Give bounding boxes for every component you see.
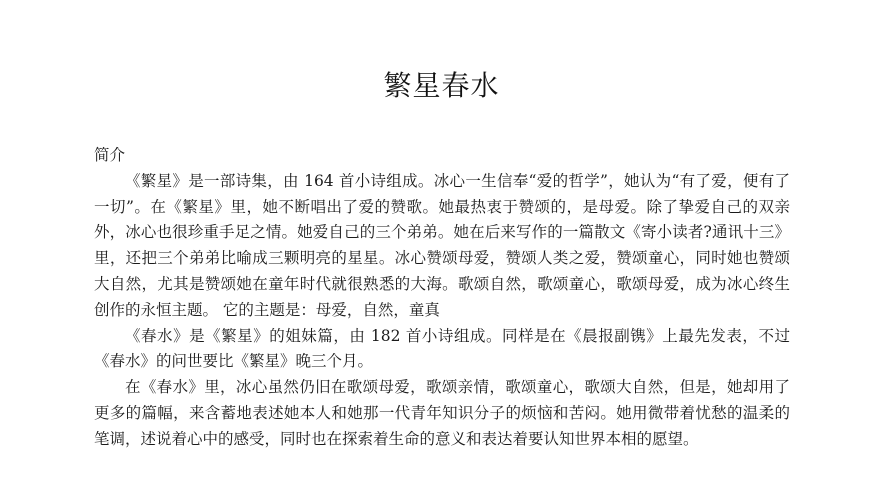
intro-heading: 简介 <box>94 146 126 164</box>
document-title: 繁星春水 <box>383 69 500 102</box>
paragraph-chunshui-theme: 在《春水》里，冰心虽然仍旧在歌颂母爱，歌颂亲情，歌颂童心，歌颂大自然，但是，她却用了更多的篇幅，来含蓄地表述她本人和她那一代青年知识分子的烦恼和苦闷。她用微带着忧愁的温柔的笔调，述说着心中的感受，同时也在探索着生命的意义和表达着要认知世界本相的愿望。 <box>94 378 790 448</box>
paragraph-chunshui-intro: 《春水》是《繁星》的姐妹篇，由 182 首小诗组成。同样是在《晨报副镌》上最先发表，不过《春水》的问世要比《繁星》晚三个月。 <box>94 326 790 371</box>
paragraph-fanxing: 《繁星》是一部诗集，由 164 首小诗组成。冰心一生信奉“爱的哲学”，她认为“有了爱，便有了一切”。在《繁星》里，她不断唱出了爱的赞歌。她最热衷于赞颂的，是母爱。除了挚爱自己的双亲外，冰心也很珍重手足之情。她爱自己的三个弟弟。她在后来写作的一篇散文《寄小读者?通讯十三》里，还把三个弟弟比喻成三颗明亮的星星。冰心赞颂母爱，赞颂人类之爱，赞颂童心，同时她也赞颂大自然，尤其是赞颂她在童年时代就很熟悉的大海。歌颂自然，歌颂童心，歌颂母爱，成为冰心终生创作的永恒主题。 它的主题是：母爱，自然，童真 <box>94 171 790 319</box>
document-body <box>94 143 790 453</box>
